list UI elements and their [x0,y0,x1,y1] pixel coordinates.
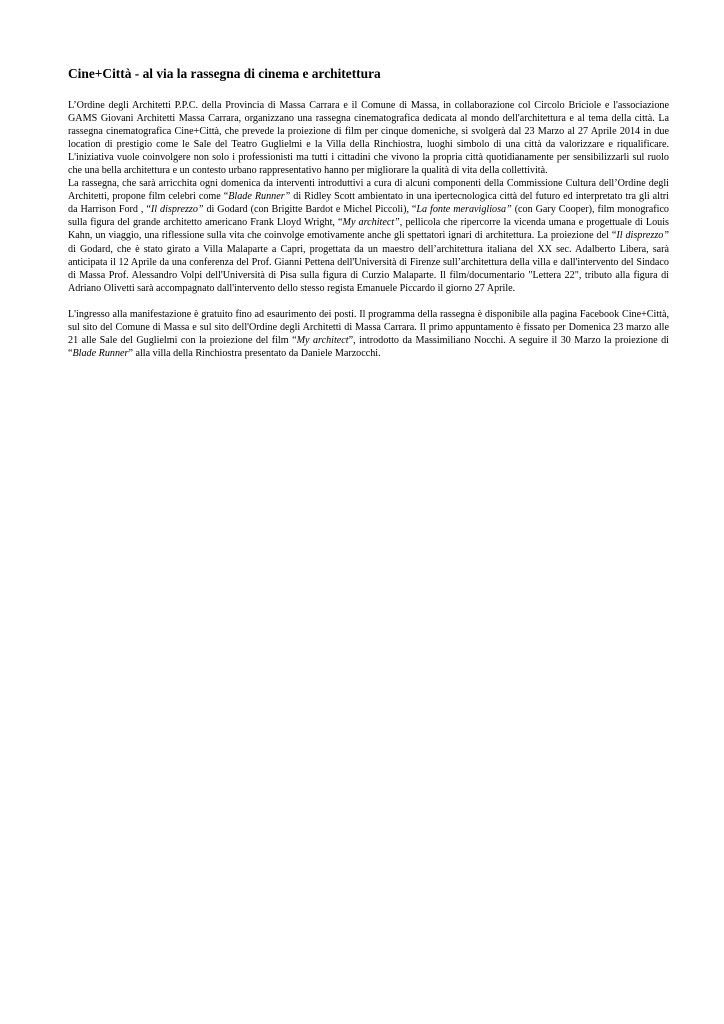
film-title: Il disprezzo” [150,204,204,216]
film-title: Il disprezzo” [616,230,669,242]
film-title: Blade Runner” [228,191,291,203]
film-title: My architect [296,334,349,346]
text-run: di Godard, che è stato girato a Villa Malaparte a Capri, progettata da un maestro dell’architettura italiana del XX sec. Adalberto Libera, sarà anticipata il 12 Aprile da una conferenza del Prof. Gianni Pettena dell'Università di Firenze sull’architettura della villa e dall'intervento del Sindaco di Massa Prof. Alessandro Volpi dell'Università di Pisa sulla figura di Curzio Malaparte. Il film/documentario "Lettera 22", tributo alla figura di Adriano Olivetti sarà accompagnato dall'intervento dello stesso regista Emanuele Piccardo il giorno 27 Aprile. [68,243,669,294]
text-run: di Ridley Scott ambientato in una ipertecnologica città del futuro ed interpretato tra gli altri da Harrison Ford , “ [68,191,669,216]
text-run: di Godard (con Brigitte Bardot e Michel Piccoli), “ [203,204,417,216]
text-run: L'ingresso alla manifestazione è gratuito fino ad esaurimento dei posti. Il programma della rassegna è disponibile alla pagina Facebook Cine+Città, sul sito del Comune di Massa e sul sito dell'Ordine degli Architetti di Massa Carrara. Il primo appuntamento è fissato per Domenica 23 marzo alle 21 alle Sale del Guglielmi con la proiezione del film “ [68,308,669,346]
text-run: La rassegna, che sarà arricchita ogni domenica da interventi introduttivi a cura di alcuni componenti della Commissione Cultura dell’Ordine degli Architetti, propone film celebri come “ [68,178,669,203]
film-title: Blade Runner [72,347,129,359]
text-run: , pellicola che ripercorre la vicenda umana e progettuale di Louis Kahn, un viaggio, una riflessione sulla vita che coinvolge emotivamente anche gli spettatori ignari di architettura. La proiezione del “ [68,217,669,242]
paragraph-program [68,177,669,294]
paragraph-intro: L’Ordine degli Architetti P.P.C. della Provincia di Massa Carrara e il Comune di Massa, in collaborazione col Circolo Briciole e l'associazione GAMS Giovani Architetti Massa Carrara, organizzano una rassegna cinematografica dedicata al mondo dell'architettura e al tema della città. La rassegna cinematografica Cine+Città, che prevede la proiezione di film per cinque domeniche, si svolgerà dal 23 Marzo al 27 Aprile 2014 in due location di prestigio come le Sale del Teatro Guglielmi e la Villa della Rinchiostra, luoghi simbolo di una città da valorizzare e riqualificare. L'iniziativa vuole coinvolgere non solo i professionisti ma tutti i cittadini che vivono la propria città quotidianamente per sensibilizzarli sul ruolo che una bella architettura e un contesto urbano rappresentativo hanno per migliorare la qualità di vita della collettività. [68,100,669,177]
text-run: ” alla villa della Rinchiostra presentato da Daniele Marzocchi. [128,347,381,359]
film-title: La fonte meravigliosa” [416,204,512,216]
article-title: Cine+Città - al via la rassegna di cinema e architettura [68,66,381,81]
text-run: (con Gary Cooper), film monografico sulla figura del grande architetto americano Frank Lloyd Wright, “ [68,204,669,229]
film-title: My architect” [342,217,400,229]
paragraph-info [68,308,669,360]
text-run: ”, introdotto da Massimiliano Nocchi. A seguire il 30 Marzo la proiezione di “ [68,334,669,359]
